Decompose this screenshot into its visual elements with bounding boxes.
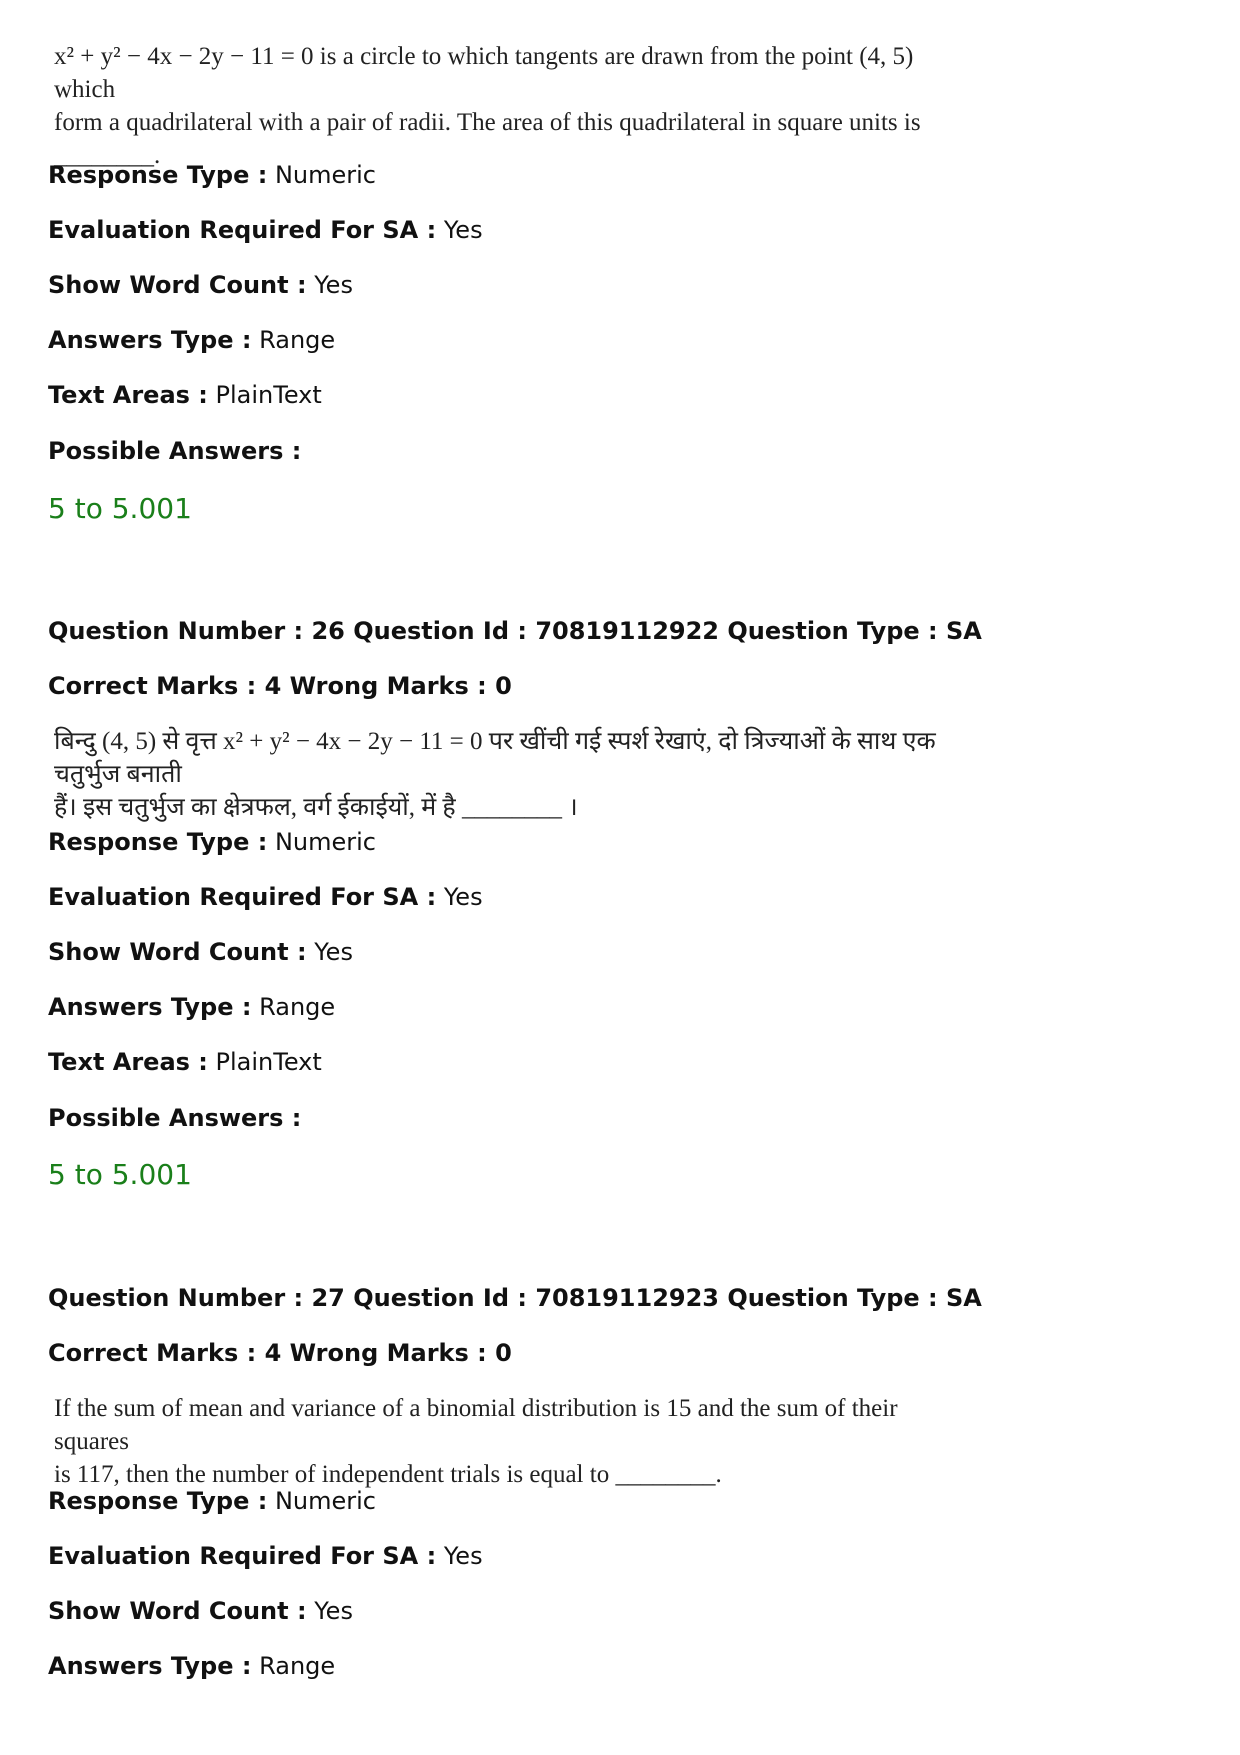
question-line: हैं। इस चतुर्भुज का क्षेत्रफल, वर्ग ईकाईयों, में है ________ । xyxy=(54,794,578,821)
field-value: Range xyxy=(259,326,336,354)
possible-answer: 5 to 5.001 xyxy=(48,1158,192,1191)
marks-26: Correct Marks : 4 Wrong Marks : 0 xyxy=(48,672,512,700)
field-label: Show Word Count : xyxy=(48,271,307,299)
possible-answers-field xyxy=(48,1103,301,1133)
field-label: Answers Type : xyxy=(48,326,252,354)
field-value: Yes xyxy=(443,1542,483,1570)
question-line: बिन्दु (4, 5) से वृत्त x² + y² − 4x − 2y − 11 = 0 पर खींची गई स्पर्श रेखाएं, दो त्रिज्याओं के साथ एक चतुर्भुज बनाती xyxy=(54,728,936,788)
response-type-field xyxy=(48,1486,376,1516)
evaluation-field xyxy=(48,1541,483,1571)
question-header-26: Question Number : 26 Question Id : 70819112922 Question Type : SA xyxy=(48,617,982,645)
question-text-25 xyxy=(54,40,954,172)
field-value: PlainText xyxy=(215,381,322,409)
field-label: Evaluation Required For SA : xyxy=(48,1542,437,1570)
word-count-field xyxy=(48,937,353,967)
field-value: Numeric xyxy=(274,161,376,189)
field-value: Yes xyxy=(443,216,483,244)
field-label: Text Areas : xyxy=(48,1048,208,1076)
field-value: Yes xyxy=(314,271,353,299)
field-label: Response Type : xyxy=(48,161,268,189)
response-type-field xyxy=(48,160,376,190)
text-areas-field xyxy=(48,1047,322,1077)
field-value: Range xyxy=(259,993,336,1021)
possible-answers-field xyxy=(48,436,301,466)
question-line: ________. xyxy=(54,142,161,169)
field-label: Response Type : xyxy=(48,828,268,856)
field-value: Yes xyxy=(443,883,483,911)
field-value: PlainText xyxy=(215,1048,322,1076)
response-type-field xyxy=(48,827,376,857)
answers-type-field xyxy=(48,325,335,355)
field-value: Numeric xyxy=(274,828,376,856)
field-label: Evaluation Required For SA : xyxy=(48,216,437,244)
marks-27: Correct Marks : 4 Wrong Marks : 0 xyxy=(48,1339,512,1367)
field-label: Possible Answers : xyxy=(48,437,302,465)
field-value: Yes xyxy=(314,938,353,966)
field-label: Answers Type : xyxy=(48,1652,252,1680)
field-value: Numeric xyxy=(274,1487,376,1515)
question-line: form a quadrilateral with a pair of radii. The area of this quadrilateral in square units is xyxy=(54,109,921,136)
word-count-field xyxy=(48,270,353,300)
text-areas-field xyxy=(48,380,322,410)
possible-answer: 5 to 5.001 xyxy=(48,492,192,525)
answers-type-field xyxy=(48,1651,335,1681)
field-label: Evaluation Required For SA : xyxy=(48,883,437,911)
question-text-26 xyxy=(54,725,954,824)
evaluation-field xyxy=(48,215,483,245)
evaluation-field xyxy=(48,882,483,912)
answers-type-field xyxy=(48,992,335,1022)
field-value: Yes xyxy=(314,1597,353,1625)
question-line: is 117, then the number of independent trials is equal to ________. xyxy=(54,1461,722,1488)
field-label: Text Areas : xyxy=(48,381,208,409)
question-header-27: Question Number : 27 Question Id : 70819112923 Question Type : SA xyxy=(48,1284,982,1312)
question-line: x² + y² − 4x − 2y − 11 = 0 is a circle to which tangents are drawn from the point (4, 5) which xyxy=(54,43,914,103)
field-label: Response Type : xyxy=(48,1487,268,1515)
field-label: Show Word Count : xyxy=(48,1597,307,1625)
field-label: Answers Type : xyxy=(48,993,252,1021)
field-value: Range xyxy=(259,1652,336,1680)
field-label: Possible Answers : xyxy=(48,1104,302,1132)
question-text-27 xyxy=(54,1392,954,1491)
field-label: Show Word Count : xyxy=(48,938,307,966)
question-line: If the sum of mean and variance of a binomial distribution is 15 and the sum of their squares xyxy=(54,1395,898,1455)
word-count-field xyxy=(48,1596,353,1626)
